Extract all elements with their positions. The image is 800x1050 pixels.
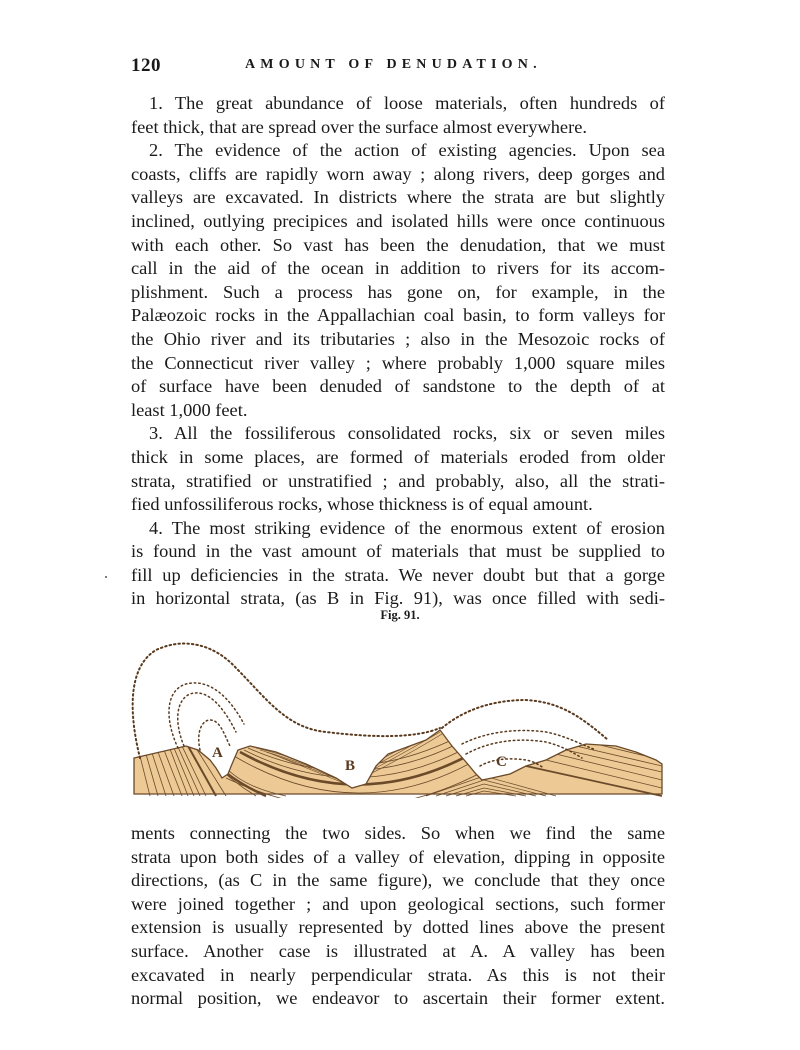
label-a: A bbox=[212, 745, 223, 761]
geological-section-diagram bbox=[126, 628, 678, 798]
paragraph-2 bbox=[131, 139, 665, 422]
paragraph-4 bbox=[131, 517, 665, 611]
text-line: 3. All the fossiliferous consolidated rocks, six or seven miles bbox=[149, 423, 665, 444]
text-line: the Ohio river and its tributaries ; also in the Mesozoic rocks of bbox=[131, 328, 665, 349]
text-line: thick in some places, are formed of materials eroded from older bbox=[131, 446, 665, 467]
figure-caption: Fig. 91. bbox=[380, 608, 420, 622]
text-line: inclined, outlying precipices and isolated hills were once continuous bbox=[131, 210, 665, 231]
text-line: plishment. Such a process has gone on, for example, in the bbox=[131, 281, 665, 302]
text-line: least 1,000 feet. bbox=[131, 399, 248, 420]
text-line: fill up deficiencies in the strata. We never doubt but that a gorge bbox=[131, 564, 665, 585]
text-line: extension is usually represented by dotted lines above the present bbox=[131, 917, 665, 938]
text-line: surface. Another case is illustrated at A. A valley has been bbox=[131, 940, 665, 961]
text-line: directions, (as C in the same figure), we conclude that they once bbox=[131, 870, 665, 891]
text-line: with each other. So vast has been the denudation, that we must bbox=[131, 234, 665, 255]
text-before-figure bbox=[131, 92, 665, 611]
text-line: 4. The most striking evidence of the enormous extent of erosion bbox=[149, 517, 665, 538]
dotted-arc-2 bbox=[169, 683, 244, 748]
paragraph-1 bbox=[131, 92, 665, 139]
text-after-figure bbox=[131, 822, 665, 1011]
text-line: is found in the vast amount of materials that must be supplied to bbox=[131, 541, 665, 562]
text-line: in horizontal strata, (as B in Fig. 91), was once filled with sedi- bbox=[131, 588, 665, 609]
page-number: 120 bbox=[131, 55, 161, 76]
dotted-arc-3 bbox=[178, 693, 236, 746]
text-line: were joined together ; and upon geological sections, such former bbox=[131, 893, 665, 914]
outer-dotted-arc bbox=[133, 644, 440, 758]
text-line: fied unfossiliferous rocks, whose thickness is of equal amount. bbox=[131, 494, 593, 515]
scan-speck bbox=[105, 576, 107, 578]
paragraph-continued bbox=[131, 822, 665, 1011]
text-line: 2. The evidence of the action of existing agencies. Upon sea bbox=[149, 140, 665, 161]
text-line: Palæozoic rocks in the Appallachian coal basin, to form valleys for bbox=[131, 305, 665, 326]
text-line: valleys are excavated. In districts where the strata are but slightly bbox=[131, 187, 665, 208]
text-line: strata upon both sides of a valley of elevation, dipping in opposite bbox=[131, 846, 665, 867]
label-b: B bbox=[345, 758, 356, 774]
text-line: excavated in nearly perpendicular strata. As this is not their bbox=[131, 964, 665, 985]
text-line: coasts, cliffs are rapidly worn away ; along rivers, deep gorges and bbox=[131, 163, 665, 184]
paragraph-3 bbox=[131, 422, 665, 516]
text-line: normal position, we endeavor to ascertain their former extent. bbox=[131, 988, 665, 1009]
text-line: call in the aid of the ocean in addition to rivers for its accom- bbox=[131, 258, 665, 279]
label-c: C bbox=[496, 754, 507, 770]
page-header bbox=[131, 55, 665, 83]
text-line: the Connecticut river valley ; where probably 1,000 square miles bbox=[131, 352, 665, 373]
text-line: strata, stratified or unstratified ; and probably, also, all the strati- bbox=[131, 470, 665, 491]
text-line: 1. The great abundance of loose materials, often hundreds of bbox=[149, 93, 665, 113]
text-line: of surface have been denuded of sandstone to the depth of at bbox=[131, 376, 665, 397]
running-head: AMOUNT OF DENUDATION. bbox=[245, 57, 542, 72]
dotted-arc-right-outer bbox=[442, 700, 608, 740]
text-line: feet thick, that are spread over the surface almost everywhere. bbox=[131, 116, 587, 137]
text-line: ments connecting the two sides. So when we find the same bbox=[131, 823, 665, 843]
rock-strata-body bbox=[134, 730, 662, 794]
dotted-restoration-lines bbox=[133, 644, 608, 768]
figure-91 bbox=[126, 628, 678, 798]
